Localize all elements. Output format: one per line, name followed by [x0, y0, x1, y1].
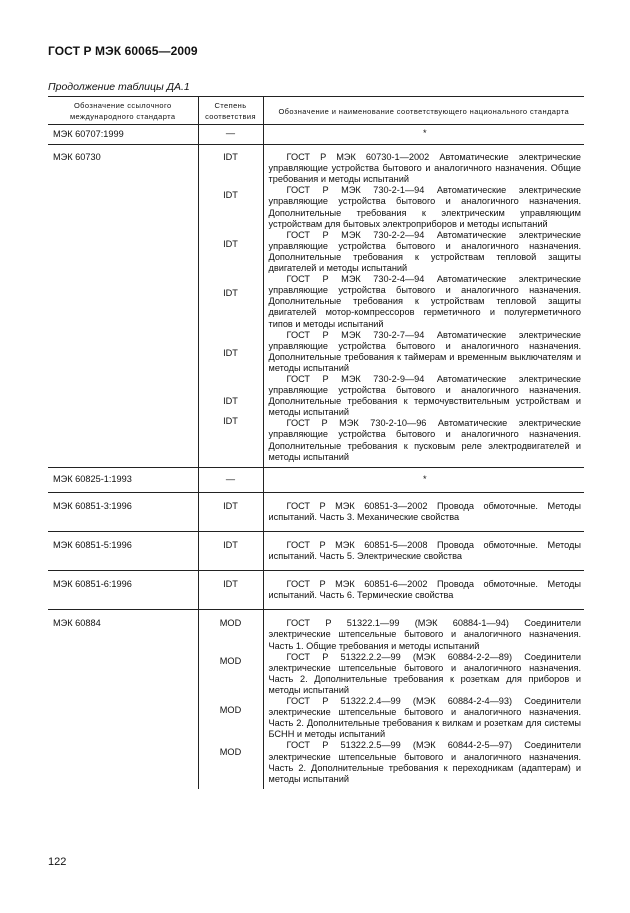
column-header-national-standard: Обозначение и наименование соответствующего национального стандарта — [263, 97, 584, 125]
degree-value: IDT — [223, 152, 238, 163]
national-standard-cell — [263, 145, 584, 468]
national-standard-cell: ГОСТ Р МЭК 60851-3—2002 Провода обмоточные. Методы испытаний. Часть 3. Механические свойства — [263, 492, 584, 531]
national-standard-entry: ГОСТ Р МЭК 730-2-4—94 Автоматические электрические управляющие устройства бытового и аналогичного назначения. Дополнительные требования к устройствам тепловой защиты двигателей мотор-компрессоров герметичного и полугерметичного типов и методы испытаний — [268, 274, 581, 329]
degree-cell — [198, 145, 263, 468]
degree-value: IDT — [223, 288, 238, 299]
page-number: 122 — [48, 856, 67, 868]
national-standard-entry: ГОСТ Р МЭК 730-2-9—94 Автоматические электрические управляющие устройства бытового и аналогичного назначения. Дополнительные требования к термочувствительным устройствам и методы испытаний — [268, 373, 581, 418]
table-caption: Продолжение таблицы ДА.1 — [48, 81, 190, 93]
national-standard-entry: ГОСТ Р 51322.1—99 (МЭК 60884-1—94) Соединители электрические штепсельные бытового и аналогичного назначения. Часть 1. Общие требования и методы испытаний — [268, 618, 581, 651]
national-standard-entry: ГОСТ Р 51322.2.4—99 (МЭК 60884-2-4—93) Соединители электрические штепсельные бытового и аналогичного назначения. Часть 2. Дополнительные требования к вилкам и розеткам для системы БСНН и методы испытаний — [268, 696, 581, 740]
intl-standard-cell: МЭК 60851-3:1996 — [48, 492, 198, 531]
degree-value: IDT — [223, 416, 238, 427]
national-standard-entry: ГОСТ Р 51322.2.5—99 (МЭК 60844-2-5—97) Соединители электрические штепсельные бытового и аналогичного назначения. Часть 2. Дополнительные требования к переходникам (адаптерам) и методы испытаний — [268, 740, 581, 784]
intl-standard-cell: МЭК 60730 — [48, 145, 198, 468]
degree-value: IDT — [223, 190, 238, 201]
national-standard-cell: ГОСТ Р МЭК 60851-6—2002 Провода обмоточные. Методы испытаний. Часть 6. Термические свойства — [263, 571, 584, 610]
degree-value: IDT — [223, 348, 238, 359]
intl-standard-cell: МЭК 60851-5:1996 — [48, 532, 198, 571]
national-standard-entry: ГОСТ Р МЭК 730-2-7—94 Автоматические электрические управляющие устройства бытового и аналогичного назначения. Дополнительные требования к таймерам и временным выключателям и методы испытаний — [268, 329, 581, 373]
intl-standard-cell: МЭК 60707:1999 — [48, 125, 198, 145]
national-standard-entry: ГОСТ Р 51322.2.2—99 (МЭК 60884-2-2—89) Соединители электрические штепсельные бытового и аналогичного назначения. Часть 2. Дополнительные требования к розеткам для приборов и методы испытаний — [268, 651, 581, 695]
table-row — [48, 610, 584, 789]
national-standard-cell: * — [263, 125, 584, 145]
intl-standard-cell: МЭК 60825-1:1993 — [48, 467, 198, 492]
national-standard-entry: ГОСТ Р МЭК 730-2-10—96 Автоматические электрические управляющие устройства бытового и аналогичного назначения. Дополнительные требования к пусковым реле электродвигателей и методы испытаний — [268, 418, 581, 462]
degree-value: MOD — [219, 656, 242, 667]
table-row — [48, 532, 584, 571]
degree-cell — [198, 610, 263, 789]
table-row — [48, 492, 584, 531]
document-code: ГОСТ Р МЭК 60065—2009 — [48, 44, 198, 58]
national-standard-cell — [263, 610, 584, 789]
degree-cell: IDT — [198, 492, 263, 531]
table-row — [48, 467, 584, 492]
table-header-row — [48, 97, 584, 125]
degree-cell: IDT — [198, 571, 263, 610]
national-standard-cell: * — [263, 467, 584, 492]
national-standard-entry: ГОСТ Р МЭК 730-2-2—94 Автоматические электрические управляющие устройства бытового и аналогичного назначения. Дополнительные требования к устройствам тепловой защиты двигателей и методы испытаний — [268, 229, 581, 274]
table-row — [48, 571, 584, 610]
degree-cell: IDT — [198, 532, 263, 571]
degree-value: IDT — [223, 239, 238, 250]
intl-standard-cell: МЭК 60851-6:1996 — [48, 571, 198, 610]
column-header-degree: Степень соответствия — [198, 97, 263, 125]
table-row — [48, 145, 584, 468]
degree-cell: — — [198, 467, 263, 492]
degree-value: IDT — [223, 396, 238, 407]
degree-value: MOD — [219, 618, 242, 629]
national-standard-entry: ГОСТ Р МЭК 730-2-1—94 Автоматические электрические управляющие устройства бытового и аналогичного назначения. Дополнительные требования к электрическим управляющим устройствам для бытовых электроприборов и методы испытаний — [268, 185, 581, 229]
national-standard-cell: ГОСТ Р МЭК 60851-5—2008 Провода обмоточные. Методы испытаний. Часть 5. Электрические свойства — [263, 532, 584, 571]
degree-value: MOD — [219, 705, 242, 716]
correspondence-table — [48, 96, 584, 789]
intl-standard-cell: МЭК 60884 — [48, 610, 198, 789]
degree-cell: — — [198, 125, 263, 145]
national-standard-entry: ГОСТ Р МЭК 60730-1—2002 Автоматические электрические управляющие устройства бытового и аналогичного назначения. Общие требования и методы испытаний — [268, 152, 581, 185]
column-header-intl-standard: Обозначение ссылочного международного стандарта — [48, 97, 198, 125]
table-row — [48, 125, 584, 145]
degree-value: MOD — [219, 747, 242, 758]
